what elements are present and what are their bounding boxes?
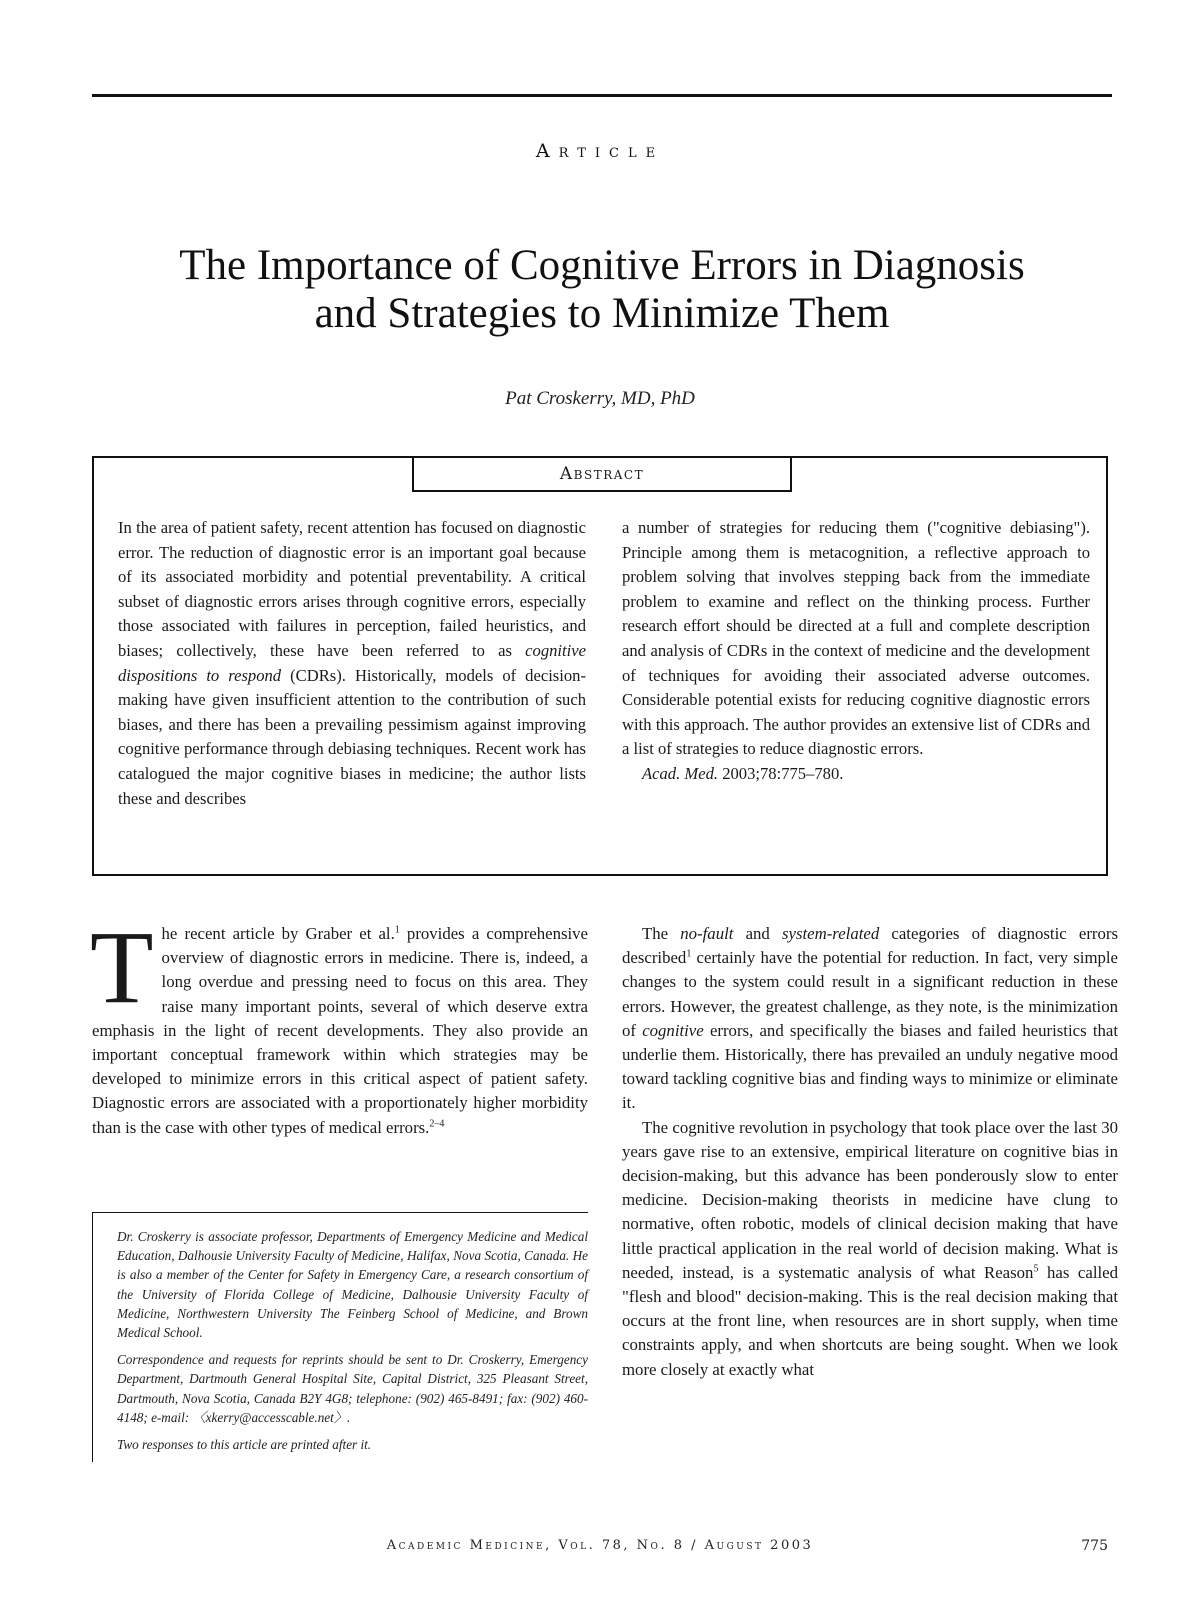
body-text: certainly have the potential for reduction. In fact, very simple changes to the system could result in a significant reduction in these errors. However, the greatest challenge, as they note, is the minimization of (622, 948, 1118, 1040)
author-byline: Pat Croskerry, MD, PhD (505, 388, 695, 409)
abstract-text: a number of strategies for reducing them ("cognitive debiasing"). Principle among them is metacognition, a reflective approach to problem solving that involves stepping back from the immediate problem to examine and reflect on the thinking process. Further research effort should be directed at a full and complete description and analysis of CDRs in the context of medicine and the development of techniques for avoiding their associated adverse outcomes. Considerable potential exists for reducing cognitive diagnostic errors with this approach. The author provides an extensive list of CDRs and a list of strategies to reduce diagnostic errors. (622, 518, 1090, 759)
body-text: he recent article by Graber et al. (161, 924, 395, 943)
body-emphasis: no-fault (680, 924, 734, 943)
footnote-affiliation: Dr. Croskerry is associate professor, Departments of Emergency Medicine and Medical Education, Dalhousie University Faculty of Medicine, Halifax, Nova Scotia, Canada. He is also a member of the Center for Safety in Emergency Care, a research consortium of the University of Florida College of Medicine, Dalhousie University Faculty of Medicine, Northwestern University The Feinberg School of Medicine, and Brown Medical School. (117, 1229, 588, 1341)
body-right-column (622, 922, 1118, 1382)
body-text: and (745, 924, 770, 943)
reference-marker: 1 (686, 948, 692, 960)
body-text: The (642, 924, 669, 943)
citation-details: 2003;78:775–780. (722, 763, 844, 783)
reference-marker: 2–4 (429, 1118, 445, 1130)
drop-cap: T (90, 910, 154, 1025)
body-text: errors, and specifically the biases and failed heuristics that underlie them. Historically, there has prevailed an unduly negative mood toward tackling cognitive bias and finding ways to minimize or eliminate it. (622, 1020, 1118, 1113)
body-emphasis: system-related (781, 924, 880, 943)
reference-marker: 5 (1033, 1263, 1039, 1275)
body-text: The cognitive revolution in psychology that took place over the last 30 years gave rise to an extensive, empirical literature on cognitive bias in decision-making, but this advance has been ponderously slow to enter medicine. Decision-making theorists in medicine have clung to normative, often robotic, models of clinical decision making that have little practical application in the real world of decision making. What is needed, instead, is a systematic analysis of what Reason (622, 1117, 1118, 1282)
body-text: has called "flesh and blood" decision-making. This is the real decision making that occurs at the front line, when resources are in short supply, when time constraints apply, and when shortcuts are being sought. When we look more closely at exactly what (622, 1262, 1118, 1379)
body-left-column (90, 910, 588, 1140)
body-emphasis: cognitive (642, 1020, 704, 1040)
abstract-emphasis: cognitive dispositions to respond (118, 640, 586, 685)
running-footer: Academic Medicine, Vol. 78, No. 8 / August 2003 (386, 1538, 814, 1553)
top-rule (92, 94, 1112, 97)
citation-journal: Acad. Med. (642, 763, 719, 783)
title-line-2: and Strategies to Minimize Them (314, 290, 890, 337)
title-line-1: The Importance of Cognitive Errors in Diagnosis (179, 242, 1025, 289)
abstract-text: In the area of patient safety, recent attention has focused on diagnostic error. The reduction of diagnostic error is an important goal because of its associated morbidity and potential preventability. A critical subset of diagnostic errors arises through cognitive errors, especially those associated with failures in perception, failed heuristics, and biases; collectively, these have been referred to as (118, 518, 586, 660)
abstract-citation (622, 762, 1090, 787)
article-title (92, 242, 1112, 338)
body-paragraph (622, 1116, 1118, 1382)
abstract-label: Abstract (412, 456, 792, 492)
section-label: Article (535, 140, 665, 162)
body-paragraph (622, 922, 1118, 1116)
author-footnotes (92, 1212, 588, 1462)
body-text: provides a comprehensive overview of diagnostic errors in medicine. There is, indeed, a long overdue and pressing need to focus on this area. They raise many important points, several of which deserve extra emphasis in the light of recent developments. They also provide an important conceptual framework within which strategies may be developed to minimize errors in this critical aspect of patient safety. Diagnostic errors are associated with a proportionately higher morbidity than is the case with other types of medical errors. (92, 924, 588, 1137)
page-number: 775 (1081, 1538, 1108, 1554)
footnote-correspondence: Correspondence and requests for reprints should be sent to Dr. Croskerry, Emergency Department, Dartmouth General Hospital Site, Capital District, 325 Pleasant Street, Dartmouth, Nova Scotia, Canada B2Y 4G8; telephone: (902) 465-8491; fax: (902) 460-4148; e-mail: 〈xkerry@accesscable.net〉. (117, 1352, 588, 1425)
abstract-left-column (118, 516, 586, 811)
reference-marker: 1 (394, 924, 400, 936)
abstract-right-column (622, 516, 1090, 787)
body-text: categories of diagnostic errors described (622, 924, 1119, 968)
abstract-text: (CDRs). Historically, models of decision-making have given insufficient attention to the contribution of such biases, and there has been a prevailing pessimism against improving cognitive performance through debiasing techniques. Recent work has catalogued the major cognitive biases in medicine; the author lists these and describes (118, 665, 586, 808)
footnote-responses: Two responses to this article are printed after it. (117, 1437, 372, 1453)
abstract-box (92, 456, 1108, 876)
